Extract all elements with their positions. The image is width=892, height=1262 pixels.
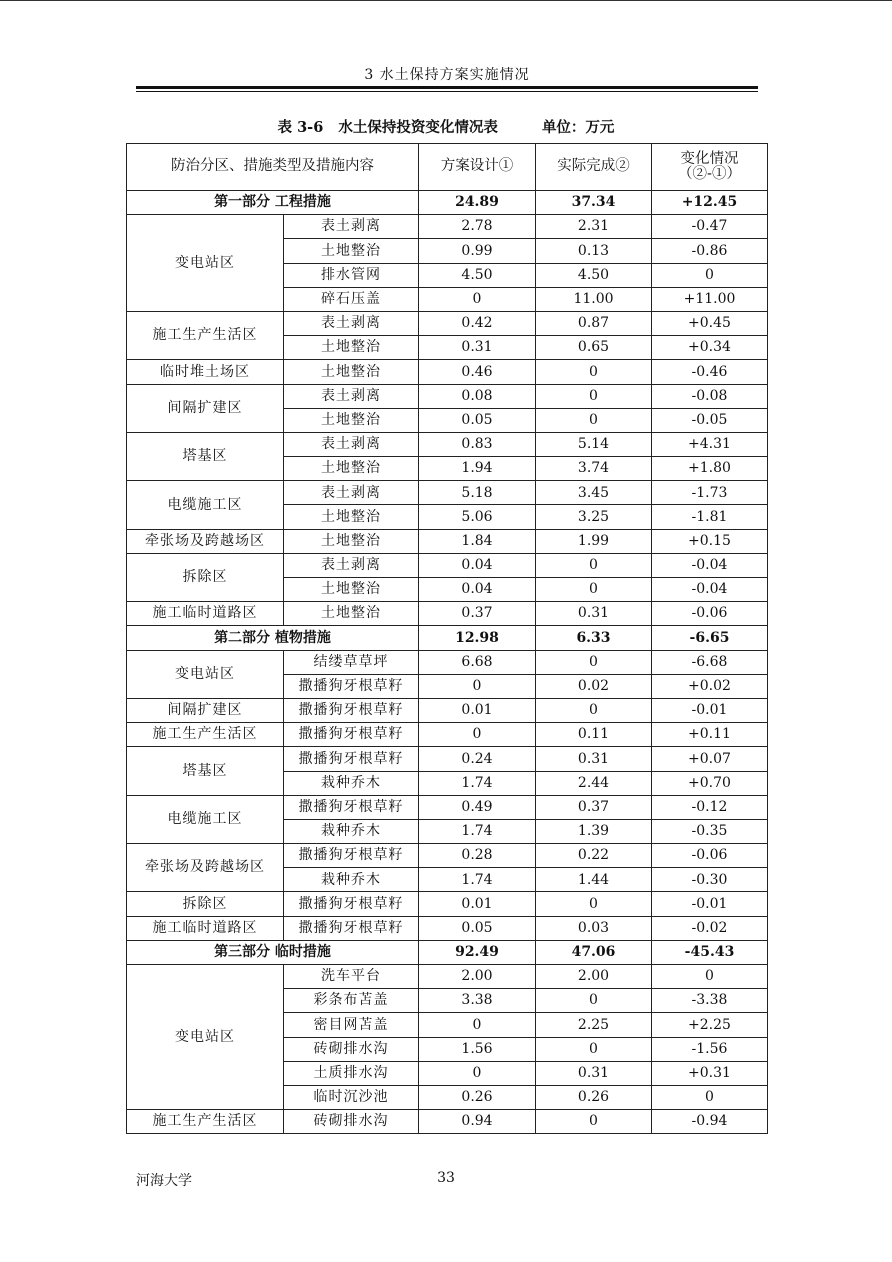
measure-item: 洗车平台	[284, 965, 419, 989]
actual-value: 0.22	[536, 844, 652, 868]
change-value: 0	[652, 965, 768, 989]
measure-item: 碎石压盖	[284, 287, 419, 311]
measure-item: 密目网苫盖	[284, 1013, 419, 1037]
header-change	[652, 144, 768, 191]
table-row	[127, 529, 768, 553]
measure-item: 栽种乔木	[284, 819, 419, 843]
table-title: 表 3-6 水土保持投资变化情况表	[277, 119, 498, 136]
section-design-total: 92.49	[419, 940, 536, 964]
design-value: 5.06	[419, 505, 536, 529]
investment-change-table	[126, 143, 768, 1134]
actual-value: 0	[536, 650, 652, 674]
measure-item: 砖砌排水沟	[284, 1037, 419, 1061]
actual-value: 0	[536, 360, 652, 384]
design-value: 0.01	[419, 698, 536, 722]
design-value: 0.42	[419, 311, 536, 335]
measure-item: 土地整治	[284, 529, 419, 553]
table-row	[127, 844, 768, 868]
design-value: 6.68	[419, 650, 536, 674]
zone-name: 塔基区	[127, 747, 284, 795]
actual-value: 0.03	[536, 916, 652, 940]
change-value: -0.47	[652, 215, 768, 239]
measure-item: 表土剥离	[284, 311, 419, 335]
actual-value: 3.25	[536, 505, 652, 529]
change-value: -0.04	[652, 578, 768, 602]
section-row	[127, 940, 768, 964]
table-row	[127, 215, 768, 239]
change-value: +0.70	[652, 771, 768, 795]
table-row	[127, 747, 768, 771]
header-design: 方案设计①	[419, 144, 536, 191]
design-value: 2.00	[419, 965, 536, 989]
section-title: 第三部分 临时措施	[127, 940, 419, 964]
actual-value: 2.25	[536, 1013, 652, 1037]
design-value: 0.24	[419, 747, 536, 771]
zone-name: 间隔扩建区	[127, 384, 284, 432]
measure-item: 土地整治	[284, 505, 419, 529]
section-design-total: 12.98	[419, 626, 536, 650]
section-change-total: -45.43	[652, 940, 768, 964]
section-actual-total: 6.33	[536, 626, 652, 650]
actual-value: 4.50	[536, 263, 652, 287]
measure-item: 表土剥离	[284, 384, 419, 408]
change-value: -0.06	[652, 602, 768, 626]
section-row	[127, 191, 768, 215]
change-value: 0	[652, 263, 768, 287]
actual-value: 0	[536, 698, 652, 722]
section-row	[127, 626, 768, 650]
change-value: -0.05	[652, 408, 768, 432]
section-actual-total: 47.06	[536, 940, 652, 964]
design-value: 0.37	[419, 602, 536, 626]
design-value: 0.83	[419, 432, 536, 456]
change-value: -0.35	[652, 819, 768, 843]
change-value: +2.25	[652, 1013, 768, 1037]
design-value: 0.49	[419, 795, 536, 819]
measure-item: 土地整治	[284, 602, 419, 626]
design-value: 5.18	[419, 481, 536, 505]
change-value: +0.15	[652, 529, 768, 553]
table-row	[127, 916, 768, 940]
table-row	[127, 698, 768, 722]
actual-value: 2.31	[536, 215, 652, 239]
table-row	[127, 602, 768, 626]
design-value: 1.84	[419, 529, 536, 553]
actual-value: 3.74	[536, 457, 652, 481]
actual-value: 0.37	[536, 795, 652, 819]
change-value: -0.94	[652, 1110, 768, 1134]
table-row	[127, 723, 768, 747]
change-value: -1.73	[652, 481, 768, 505]
actual-value: 0.87	[536, 311, 652, 335]
page-top-border	[0, 0, 892, 1]
header-actual: 实际完成②	[536, 144, 652, 191]
design-value: 0.04	[419, 578, 536, 602]
change-value: -3.38	[652, 989, 768, 1013]
actual-value: 3.45	[536, 481, 652, 505]
change-value: +4.31	[652, 432, 768, 456]
design-value: 1.74	[419, 771, 536, 795]
section-title: 第二部分 植物措施	[127, 626, 419, 650]
actual-value: 0	[536, 989, 652, 1013]
zone-name: 施工生产生活区	[127, 311, 284, 359]
actual-value: 0.31	[536, 1061, 652, 1085]
table-row	[127, 311, 768, 335]
design-value: 0	[419, 287, 536, 311]
design-value: 1.56	[419, 1037, 536, 1061]
measure-item: 土地整治	[284, 239, 419, 263]
actual-value: 0.02	[536, 674, 652, 698]
table-row	[127, 965, 768, 989]
actual-value: 1.99	[536, 529, 652, 553]
zone-name: 间隔扩建区	[127, 698, 284, 722]
design-value: 0	[419, 674, 536, 698]
design-value: 0.31	[419, 336, 536, 360]
change-value: +0.45	[652, 311, 768, 335]
actual-value: 0.13	[536, 239, 652, 263]
measure-item: 彩条布苫盖	[284, 989, 419, 1013]
measure-item: 撒播狗牙根草籽	[284, 747, 419, 771]
table-row	[127, 384, 768, 408]
design-value: 0.08	[419, 384, 536, 408]
measure-item: 撒播狗牙根草籽	[284, 916, 419, 940]
measure-item: 土地整治	[284, 408, 419, 432]
design-value: 3.38	[419, 989, 536, 1013]
actual-value: 1.39	[536, 819, 652, 843]
change-value: +0.34	[652, 336, 768, 360]
measure-item: 表土剥离	[284, 215, 419, 239]
table-body	[127, 191, 768, 1134]
change-value: -0.01	[652, 892, 768, 916]
actual-value: 2.44	[536, 771, 652, 795]
design-value: 0	[419, 1013, 536, 1037]
change-value: -0.30	[652, 868, 768, 892]
actual-value: 5.14	[536, 432, 652, 456]
table-row	[127, 650, 768, 674]
measure-item: 撒播狗牙根草籽	[284, 795, 419, 819]
zone-name: 临时堆土场区	[127, 360, 284, 384]
measure-item: 撒播狗牙根草籽	[284, 674, 419, 698]
change-value: +0.31	[652, 1061, 768, 1085]
change-value: -0.12	[652, 795, 768, 819]
actual-value: 0	[536, 1037, 652, 1061]
change-value: -0.01	[652, 698, 768, 722]
measure-item: 土质排水沟	[284, 1061, 419, 1085]
actual-value: 0	[536, 578, 652, 602]
header-row	[127, 144, 768, 191]
design-value: 1.74	[419, 819, 536, 843]
actual-value: 0.31	[536, 602, 652, 626]
footer-page-number: 33	[437, 1170, 455, 1186]
actual-value: 0	[536, 384, 652, 408]
zone-name: 塔基区	[127, 432, 284, 480]
measure-item: 结缕草草坪	[284, 650, 419, 674]
design-value: 0	[419, 1061, 536, 1085]
change-value: -0.86	[652, 239, 768, 263]
zone-name: 施工生产生活区	[127, 723, 284, 747]
change-value: +0.07	[652, 747, 768, 771]
actual-value: 11.00	[536, 287, 652, 311]
actual-value: 0.11	[536, 723, 652, 747]
change-value: 0	[652, 1085, 768, 1109]
design-value: 0.05	[419, 408, 536, 432]
design-value: 0.04	[419, 553, 536, 577]
change-value: -0.04	[652, 553, 768, 577]
measure-item: 表土剥离	[284, 481, 419, 505]
change-value: -0.08	[652, 384, 768, 408]
measure-item: 撒播狗牙根草籽	[284, 698, 419, 722]
zone-name: 施工临时道路区	[127, 916, 284, 940]
change-value: -1.56	[652, 1037, 768, 1061]
zone-name: 变电站区	[127, 215, 284, 312]
actual-value: 0	[536, 1110, 652, 1134]
design-value: 1.74	[419, 868, 536, 892]
zone-name: 拆除区	[127, 892, 284, 916]
table-row	[127, 1110, 768, 1134]
actual-value: 0	[536, 408, 652, 432]
actual-value: 0.65	[536, 336, 652, 360]
table-row	[127, 481, 768, 505]
measure-item: 土地整治	[284, 360, 419, 384]
section-design-total: 24.89	[419, 191, 536, 215]
change-value: -0.06	[652, 844, 768, 868]
header-change-line2: （②-①）	[678, 166, 741, 182]
zone-name: 施工临时道路区	[127, 602, 284, 626]
measure-item: 砖砌排水沟	[284, 1110, 419, 1134]
measure-item: 排水管网	[284, 263, 419, 287]
design-value: 0.99	[419, 239, 536, 263]
zone-name: 电缆施工区	[127, 795, 284, 843]
zone-name: 变电站区	[127, 650, 284, 698]
actual-value: 2.00	[536, 965, 652, 989]
measure-item: 栽种乔木	[284, 868, 419, 892]
table-row	[127, 795, 768, 819]
zone-name: 电缆施工区	[127, 481, 284, 529]
design-value: 1.94	[419, 457, 536, 481]
table-row	[127, 892, 768, 916]
measure-item: 栽种乔木	[284, 771, 419, 795]
measure-item: 撒播狗牙根草籽	[284, 844, 419, 868]
table-caption	[126, 116, 766, 137]
section-change-total: +12.45	[652, 191, 768, 215]
actual-value: 0	[536, 553, 652, 577]
actual-value: 0	[536, 892, 652, 916]
measure-item: 撒播狗牙根草籽	[284, 723, 419, 747]
change-value: -0.46	[652, 360, 768, 384]
design-value: 0.28	[419, 844, 536, 868]
design-value: 0.26	[419, 1085, 536, 1109]
actual-value: 0.26	[536, 1085, 652, 1109]
change-value: +0.02	[652, 674, 768, 698]
measure-item: 土地整治	[284, 336, 419, 360]
zone-name: 牵张场及跨越场区	[127, 844, 284, 892]
change-value: -6.68	[652, 650, 768, 674]
design-value: 0.94	[419, 1110, 536, 1134]
change-value: -1.81	[652, 505, 768, 529]
design-value: 4.50	[419, 263, 536, 287]
measure-item: 撒播狗牙根草籽	[284, 892, 419, 916]
measure-item: 表土剥离	[284, 553, 419, 577]
zone-name: 牵张场及跨越场区	[127, 529, 284, 553]
zone-name: 拆除区	[127, 553, 284, 601]
section-actual-total: 37.34	[536, 191, 652, 215]
zone-name: 施工生产生活区	[127, 1110, 284, 1134]
measure-item: 土地整治	[284, 578, 419, 602]
header-rule-thin	[136, 91, 758, 92]
table-row	[127, 360, 768, 384]
measure-item: 临时沉沙池	[284, 1085, 419, 1109]
running-header: 3 水土保持方案实施情况	[364, 67, 530, 83]
actual-value: 0.31	[536, 747, 652, 771]
design-value: 0	[419, 723, 536, 747]
header-rule-thick	[136, 86, 758, 89]
measure-item: 土地整治	[284, 457, 419, 481]
header-change-line1: 变化情况	[680, 150, 739, 167]
footer-institution: 河海大学	[136, 1173, 192, 1189]
design-value: 0.46	[419, 360, 536, 384]
change-value: +1.80	[652, 457, 768, 481]
table-row	[127, 432, 768, 456]
change-value: +0.11	[652, 723, 768, 747]
table-unit: 单位：万元	[541, 119, 615, 136]
design-value: 0.05	[419, 916, 536, 940]
design-value: 0.01	[419, 892, 536, 916]
measure-item: 表土剥离	[284, 432, 419, 456]
actual-value: 1.44	[536, 868, 652, 892]
section-change-total: -6.65	[652, 626, 768, 650]
change-value: +11.00	[652, 287, 768, 311]
section-title: 第一部分 工程措施	[127, 191, 419, 215]
design-value: 2.78	[419, 215, 536, 239]
change-value: -0.02	[652, 916, 768, 940]
zone-name: 变电站区	[127, 965, 284, 1110]
header-content: 防治分区、措施类型及措施内容	[127, 144, 419, 191]
table-row	[127, 553, 768, 577]
